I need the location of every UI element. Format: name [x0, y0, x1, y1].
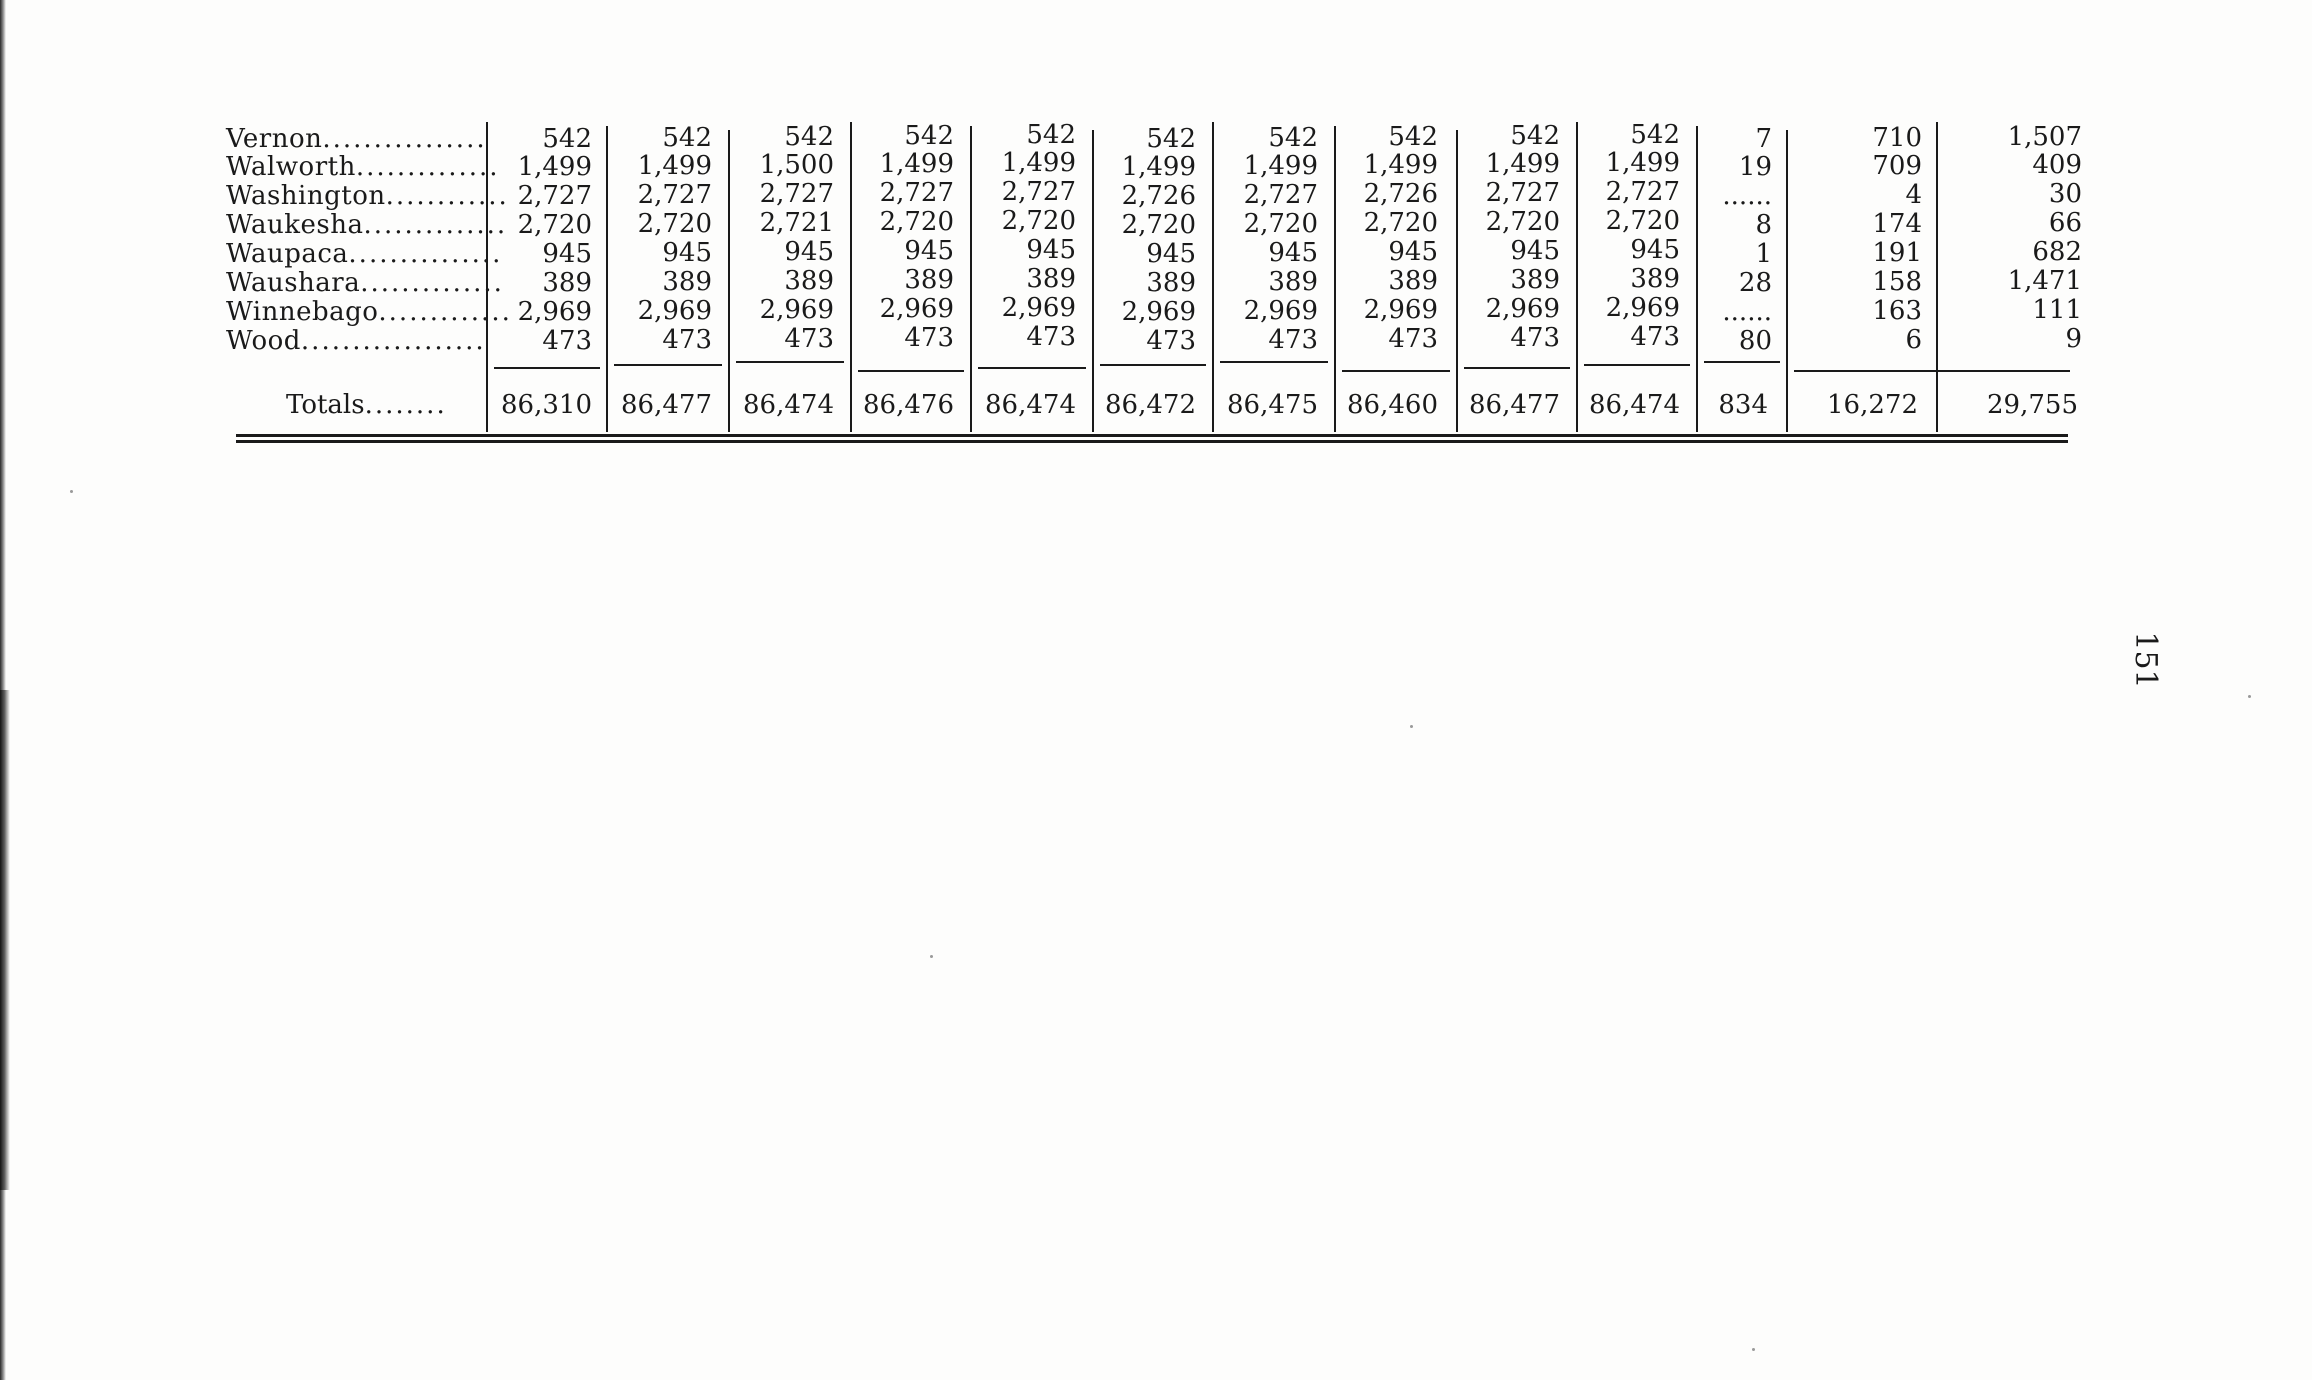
- table-cell: 945: [1026, 235, 1076, 265]
- totals-cell: 16,272: [1827, 390, 1918, 420]
- paper-speck: [930, 955, 933, 958]
- table-cell: 28: [1738, 268, 1772, 298]
- county-name: Waukesha: [226, 210, 364, 240]
- row-label: [226, 268, 504, 298]
- column-separator: [1786, 130, 1788, 432]
- table-cell: 163: [1872, 296, 1922, 326]
- table-cell: 2,969: [759, 295, 834, 325]
- totals-cell: 86,310: [501, 390, 592, 420]
- totals-rule: [1704, 361, 1780, 363]
- table-cell: 2,969: [879, 294, 954, 324]
- table-cell: 945: [1510, 236, 1560, 266]
- table-cell: 2,969: [637, 296, 712, 326]
- table-cell: 2,969: [517, 297, 592, 327]
- totals-text: Totals: [286, 390, 365, 420]
- table-cell: 1,499: [1121, 152, 1196, 182]
- page-number: 151: [2128, 631, 2163, 689]
- totals-rule: [1464, 367, 1570, 369]
- table-cell: 945: [1268, 238, 1318, 268]
- table-cell: 389: [1146, 268, 1196, 298]
- row-label: [226, 326, 486, 356]
- table-cell: 191: [1872, 238, 1922, 268]
- table-cell: 389: [662, 267, 712, 297]
- table-bottom-rule: [236, 440, 2068, 443]
- table-cell: 473: [1268, 325, 1318, 355]
- table-cell: 2,727: [759, 179, 834, 209]
- dot-leader: ..............: [363, 210, 508, 240]
- table-cell: 1,499: [1001, 148, 1076, 178]
- table-cell: 945: [904, 236, 954, 266]
- table-cell: 2,720: [1485, 207, 1560, 237]
- table-cell: 1,471: [2007, 266, 2082, 296]
- dot-leader: ..............: [355, 152, 500, 182]
- table-cell: 945: [1388, 237, 1438, 267]
- table-cell: 389: [542, 268, 592, 298]
- table-cell: 389: [1268, 267, 1318, 297]
- totals-cell: 86,475: [1227, 390, 1318, 420]
- table-cell: 1,507: [2007, 122, 2082, 152]
- county-name: Waupaca: [226, 239, 349, 269]
- table-cell: 4: [1905, 180, 1922, 210]
- table-cell: 1,499: [517, 152, 592, 182]
- table-cell: 2,727: [637, 180, 712, 210]
- county-name: Washington: [226, 181, 386, 211]
- dot-leader: .............: [378, 297, 512, 327]
- table-cell: 2,727: [1605, 177, 1680, 207]
- totals-rule: [1342, 370, 1450, 372]
- table-cell: 2,969: [1121, 297, 1196, 327]
- table-cell: 2,720: [1243, 209, 1318, 239]
- table-cell: 389: [904, 265, 954, 295]
- table-cell: 389: [1510, 265, 1560, 295]
- county-name: Vernon: [226, 124, 323, 154]
- totals-rule: [1584, 364, 1690, 366]
- table-cell: 542: [1026, 120, 1076, 150]
- county-name: Wood: [226, 326, 301, 356]
- table-cell: 710: [1872, 123, 1922, 153]
- totals-cell: 29,755: [1987, 390, 2078, 420]
- totals-rule: [1794, 370, 2070, 372]
- table-cell: 9: [2065, 324, 2082, 354]
- totals-cell: 86,460: [1347, 390, 1438, 420]
- table-cell: 389: [784, 266, 834, 296]
- totals-cell: 86,474: [1589, 390, 1680, 420]
- table-cell: 409: [2032, 150, 2082, 180]
- table-cell: 389: [1630, 264, 1680, 294]
- paper-speck: [70, 490, 73, 493]
- table-cell: 6: [1905, 325, 1922, 355]
- table-cell: 473: [1630, 322, 1680, 352]
- table-cell: 2,721: [759, 208, 834, 238]
- table-cell: 473: [662, 325, 712, 355]
- totals-rule: [978, 367, 1086, 369]
- table-cell: 2,720: [1605, 206, 1680, 236]
- table-cell: 2,720: [1121, 210, 1196, 240]
- table-cell: 158: [1872, 267, 1922, 297]
- table-cell: 1,500: [759, 150, 834, 180]
- scan-edge-mark: [0, 690, 10, 1190]
- dot-leader: ..................: [300, 326, 486, 356]
- table-cell: 945: [1630, 235, 1680, 265]
- totals-rule: [1220, 361, 1328, 363]
- table-cell: ......: [1722, 181, 1772, 211]
- table-cell: 30: [2048, 179, 2082, 209]
- table-cell: 473: [542, 326, 592, 356]
- totals-rule: [494, 367, 600, 369]
- table-cell: 473: [1146, 326, 1196, 356]
- table-cell: 389: [1026, 264, 1076, 294]
- table-cell: 945: [542, 239, 592, 269]
- totals-cell: 86,474: [743, 390, 834, 420]
- table-cell: 473: [1388, 324, 1438, 354]
- table-cell: 2,969: [1243, 296, 1318, 326]
- table-cell: 945: [784, 237, 834, 267]
- totals-cell: 86,477: [621, 390, 712, 420]
- table-cell: 2,720: [1001, 206, 1076, 236]
- table-cell: 542: [1630, 120, 1680, 150]
- table-cell: 1,499: [1485, 149, 1560, 179]
- totals-cell: 86,474: [985, 390, 1076, 420]
- table-cell: 111: [2032, 295, 2082, 325]
- totals-label: [286, 388, 486, 422]
- totals-cell: 834: [1718, 390, 1768, 420]
- table-cell: 174: [1872, 209, 1922, 239]
- table-cell: 2,720: [637, 209, 712, 239]
- table-cell: 945: [1146, 239, 1196, 269]
- table-cell: 2,969: [1485, 294, 1560, 324]
- paper-speck: [1752, 1348, 1755, 1351]
- table-cell: 1,499: [637, 151, 712, 181]
- table-cell: 709: [1872, 151, 1922, 181]
- paper-speck: [1410, 725, 1413, 728]
- row-label: [226, 210, 508, 240]
- row-label: [226, 152, 500, 182]
- row-label: [226, 181, 509, 211]
- table-cell: 1,499: [1605, 148, 1680, 178]
- totals-cell: 86,477: [1469, 390, 1560, 420]
- table-cell: 2,727: [1001, 177, 1076, 207]
- table-cell: 66: [2048, 208, 2082, 238]
- totals-rule: [614, 364, 722, 366]
- dot-leader: ..............: [360, 268, 504, 298]
- dot-leader: ................: [322, 124, 487, 154]
- table-cell: 473: [1510, 323, 1560, 353]
- table-cell: 542: [1510, 121, 1560, 151]
- row-label: [226, 297, 512, 327]
- table-cell: ......: [1722, 297, 1772, 327]
- table-cell: 473: [1026, 322, 1076, 352]
- table-cell: 2,726: [1363, 179, 1438, 209]
- table-cell: 2,727: [1243, 180, 1318, 210]
- totals-cell: 86,476: [863, 390, 954, 420]
- table-cell: 2,726: [1121, 181, 1196, 211]
- table-cell: 2,720: [879, 207, 954, 237]
- table-cell: 1,499: [1363, 150, 1438, 180]
- county-name: Winnebago: [226, 297, 379, 327]
- row-label: [226, 239, 503, 269]
- row-label: [226, 124, 486, 154]
- table-bottom-rule: [236, 434, 2068, 437]
- dot-leader: ...............: [348, 239, 503, 269]
- table-cell: 389: [1388, 266, 1438, 296]
- totals-rule: [736, 361, 844, 363]
- dot-leader: ........: [364, 390, 447, 420]
- table-cell: 2,720: [1363, 208, 1438, 238]
- table-cell: 2,969: [1605, 293, 1680, 323]
- table-cell: 1: [1755, 239, 1772, 269]
- table-cell: 7: [1755, 124, 1772, 154]
- dot-leader: ............: [385, 181, 509, 211]
- election-returns-table: [0, 0, 2312, 480]
- table-cell: 473: [904, 323, 954, 353]
- table-cell: 542: [1268, 123, 1318, 153]
- table-cell: 682: [2032, 237, 2082, 267]
- table-cell: 2,727: [517, 181, 592, 211]
- totals-rule: [1100, 364, 1206, 366]
- table-cell: 8: [1755, 210, 1772, 240]
- totals-cell: 86,472: [1105, 390, 1196, 420]
- table-cell: 2,969: [1001, 293, 1076, 323]
- county-name: Waushara: [226, 268, 361, 298]
- table-cell: 542: [1388, 122, 1438, 152]
- table-cell: 2,727: [879, 178, 954, 208]
- table-cell: 19: [1738, 152, 1772, 182]
- table-cell: 542: [904, 121, 954, 151]
- table-cell: 2,727: [1485, 178, 1560, 208]
- table-cell: 542: [784, 122, 834, 152]
- table-cell: 1,499: [1243, 151, 1318, 181]
- column-separator: [1936, 122, 1938, 432]
- table-cell: 542: [662, 123, 712, 153]
- table-cell: 2,720: [517, 210, 592, 240]
- table-cell: 2,969: [1363, 295, 1438, 325]
- table-cell: 542: [1146, 124, 1196, 154]
- paper-speck: [2248, 695, 2251, 698]
- county-name: Walworth: [226, 152, 356, 182]
- table-cell: 80: [1738, 326, 1772, 356]
- table-cell: 945: [662, 238, 712, 268]
- table-cell: 473: [784, 324, 834, 354]
- totals-rule: [858, 370, 964, 372]
- table-cell: 1,499: [879, 149, 954, 179]
- table-cell: 542: [542, 124, 592, 154]
